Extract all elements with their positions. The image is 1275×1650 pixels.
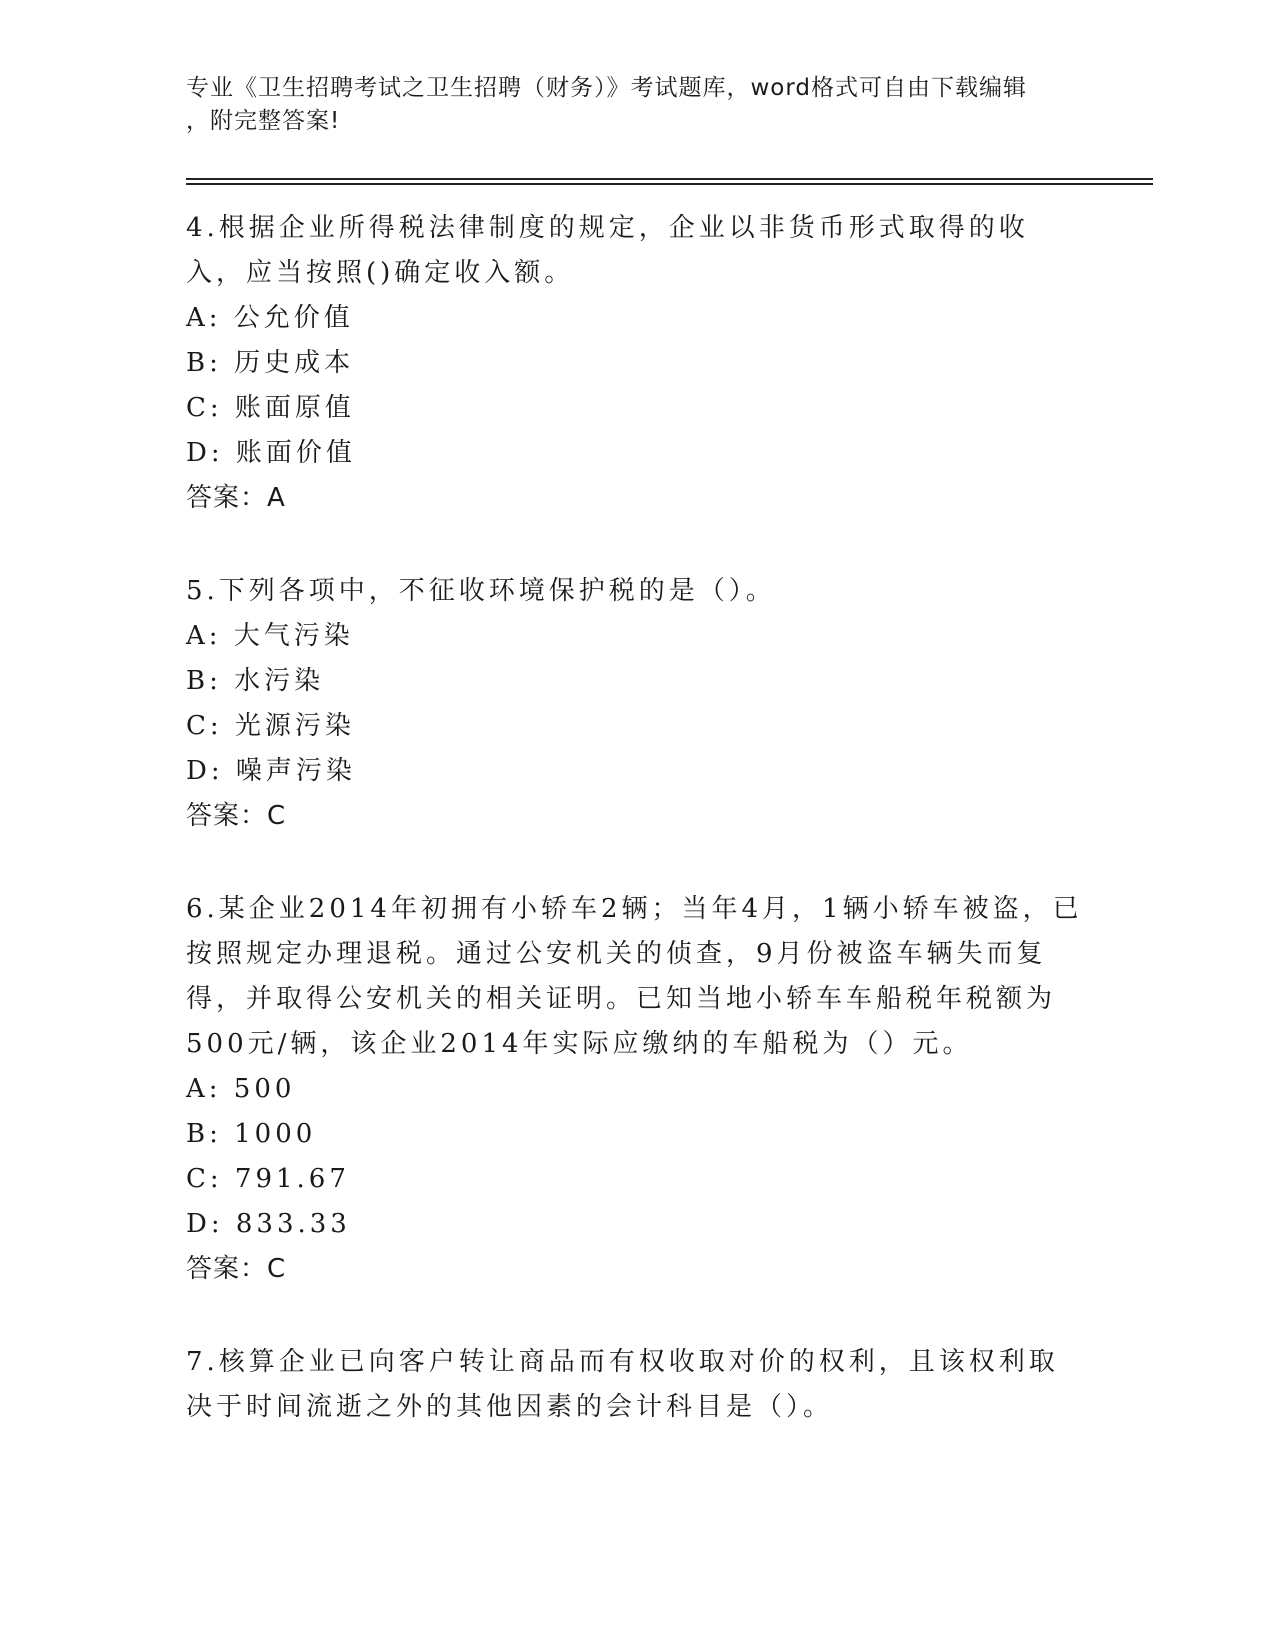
option-b: B: 水污染 [186, 666, 325, 696]
question-5 [186, 569, 1086, 839]
answer-label: 答案：C [186, 1254, 287, 1284]
header-divider-top [186, 178, 1153, 180]
option-a: A: 公允价值 [186, 303, 354, 333]
option-d: D: 833.33 [186, 1209, 351, 1239]
option-d: D: 账面价值 [186, 438, 356, 468]
document-header [186, 72, 1066, 138]
header-divider-bottom [186, 183, 1153, 185]
option-b: B: 1000 [186, 1119, 317, 1149]
option-c: C: 791.67 [186, 1164, 350, 1194]
question-text: 4.根据企业所得税法律制度的规定，企业以非货币形式取得的收入，应当按照()确定收入额。 [186, 213, 1029, 288]
header-line-1: 专业《卫生招聘考试之卫生招聘（财务）》考试题库，word格式可自由下载编辑 [186, 75, 1028, 101]
option-a: A: 大气污染 [186, 621, 354, 651]
question-6 [186, 887, 1086, 1292]
header-line-2: ，附完整答案! [186, 108, 341, 134]
answer-label: 答案：C [186, 801, 287, 831]
option-d: D: 噪声污染 [186, 756, 356, 786]
question-4 [186, 206, 1086, 521]
question-7 [186, 1340, 1086, 1430]
option-b: B: 历史成本 [186, 348, 355, 378]
option-c: C: 账面原值 [186, 393, 355, 423]
question-text: 7.核算企业已向客户转让商品而有权收取对价的权利，且该权利取决于时间流逝之外的其他因素的会计科目是（）。 [186, 1347, 1059, 1422]
option-c: C: 光源污染 [186, 711, 355, 741]
option-a: A: 500 [186, 1074, 296, 1104]
question-list [186, 206, 1086, 1478]
answer-label: 答案：A [186, 483, 286, 513]
question-text: 5.下列各项中，不征收环境保护税的是（）。 [186, 576, 776, 606]
question-text: 6.某企业2014年初拥有小轿车2辆；当年4月，1辆小轿车被盗，已按照规定办理退税。通过公安机关的侦查，9月份被盗车辆失而复得，并取得公安机关的相关证明。已知当地小轿车车船税年税额为500元/辆，该企业2014年实际应缴纳的车船税为（）元。 [186, 894, 1083, 1059]
